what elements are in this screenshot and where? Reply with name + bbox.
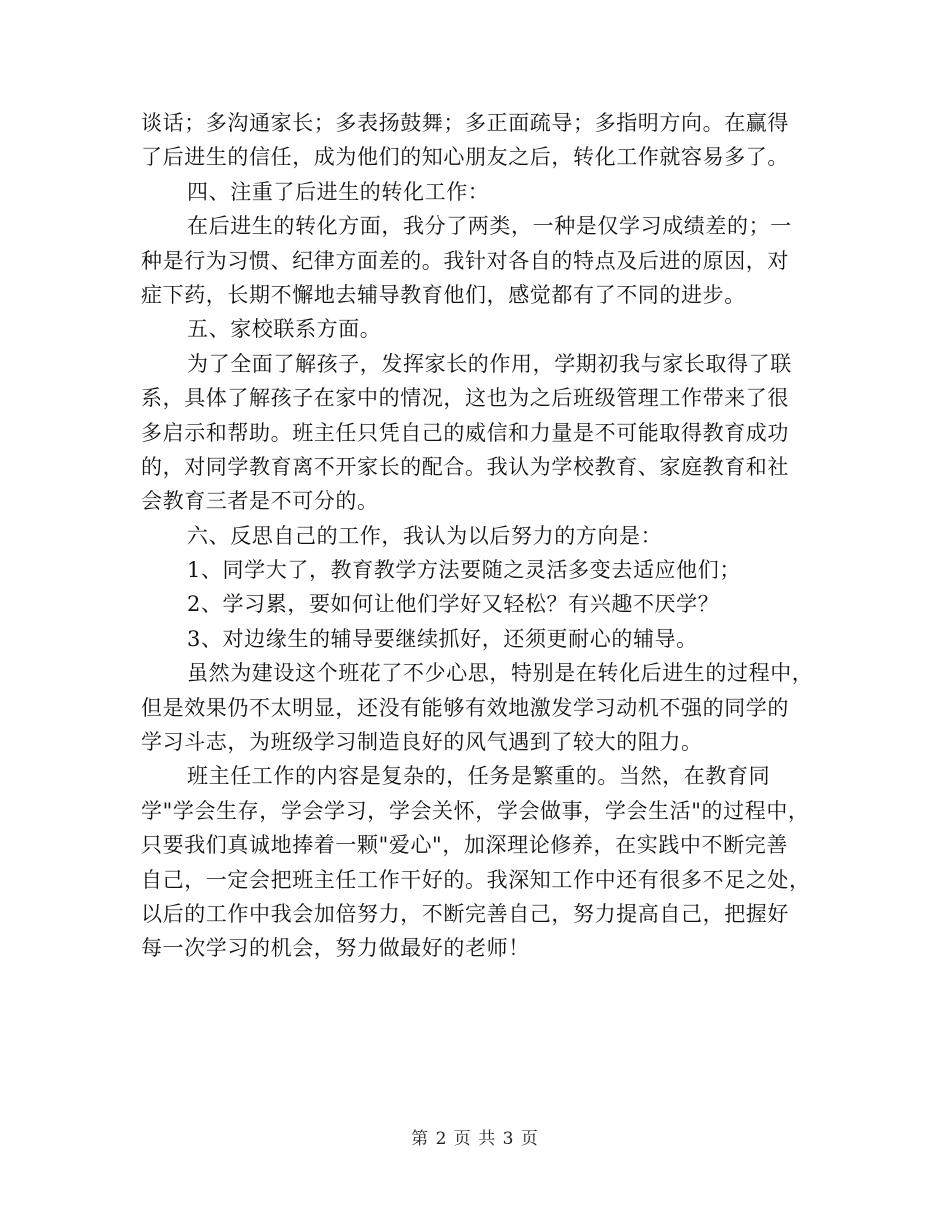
text-line: 系，具体了解孩子在家中的情况，这也为之后班级管理工作带来了很 — [141, 386, 789, 411]
text-line: 学"学会生存，学会学习，学会关怀，学会做事，学会生活"的过程中， — [141, 798, 810, 823]
text-line: 班主任工作的内容是复杂的，任务是繁重的。当然，在教育同 — [187, 764, 771, 789]
text-line: 学习斗志，为班级学习制造良好的风气遇到了较大的阻力。 — [141, 730, 703, 755]
document-body — [141, 106, 814, 966]
section-heading: 六、反思自己的工作，我认为以后努力的方向是： — [187, 523, 663, 548]
text-line: 以后的工作中我会加倍努力，不断完善自己，努力提高自己，把握好 — [141, 901, 789, 926]
text-line: 虽然为建设这个班花了不少心思，特别是在转化后进生的过程中， — [187, 661, 814, 686]
text-line: 种是行为习惯、纪律方面差的。我针对各自的特点及后进的原因，对 — [141, 248, 789, 273]
text-line: 自己，一定会把班主任工作干好的。我深知工作中还有很多不足之处， — [141, 867, 811, 892]
text-line: 只要我们真诚地捧着一颗"爱心"，加深理论修养，在实践中不断完善 — [141, 833, 788, 858]
list-item: 3、对边缘生的辅导要继续抓好，还须更耐心的辅导。 — [187, 626, 698, 651]
text-line: 在后进生的转化方面，我分了两类，一种是仅学习成绩差的；一 — [187, 214, 792, 239]
section-heading: 四、注重了后进生的转化工作： — [187, 179, 490, 204]
list-item: 2、学习累，要如何让他们学好又轻松？有兴趣不厌学？ — [187, 592, 720, 617]
list-item: 1、同学大了，教育教学方法要随之灵活多变去适应他们； — [187, 558, 741, 583]
page-number: 第 2 页 共 3 页 — [411, 1129, 539, 1149]
text-line: 为了全面了解孩子，发挥家长的作用，学期初我与家长取得了联 — [187, 351, 792, 376]
text-line: 了后进生的信任，成为他们的知心朋友之后，转化工作就容易多了。 — [141, 145, 789, 170]
text-line: 多启示和帮助。班主任只凭自己的威信和力量是不可能取得教育成功 — [141, 420, 789, 445]
text-line: 但是效果仍不太明显，还没有能够有效地激发学习动机不强的同学的 — [141, 695, 789, 720]
text-line: 每一次学习的机会，努力做最好的老师！ — [141, 936, 530, 961]
section-heading: 五、家校联系方面。 — [187, 317, 382, 342]
text-line: 谈话；多沟通家长；多表扬鼓舞；多正面疏导；多指明方向。在赢得 — [141, 111, 789, 135]
text-line: 症下药，长期不懈地去辅导教育他们，感觉都有了不同的进步。 — [141, 282, 746, 307]
text-line: 的，对同学教育离不开家长的配合。我认为学校教育、家庭教育和社 — [141, 454, 789, 479]
text-line: 会教育三者是不可分的。 — [141, 489, 379, 514]
